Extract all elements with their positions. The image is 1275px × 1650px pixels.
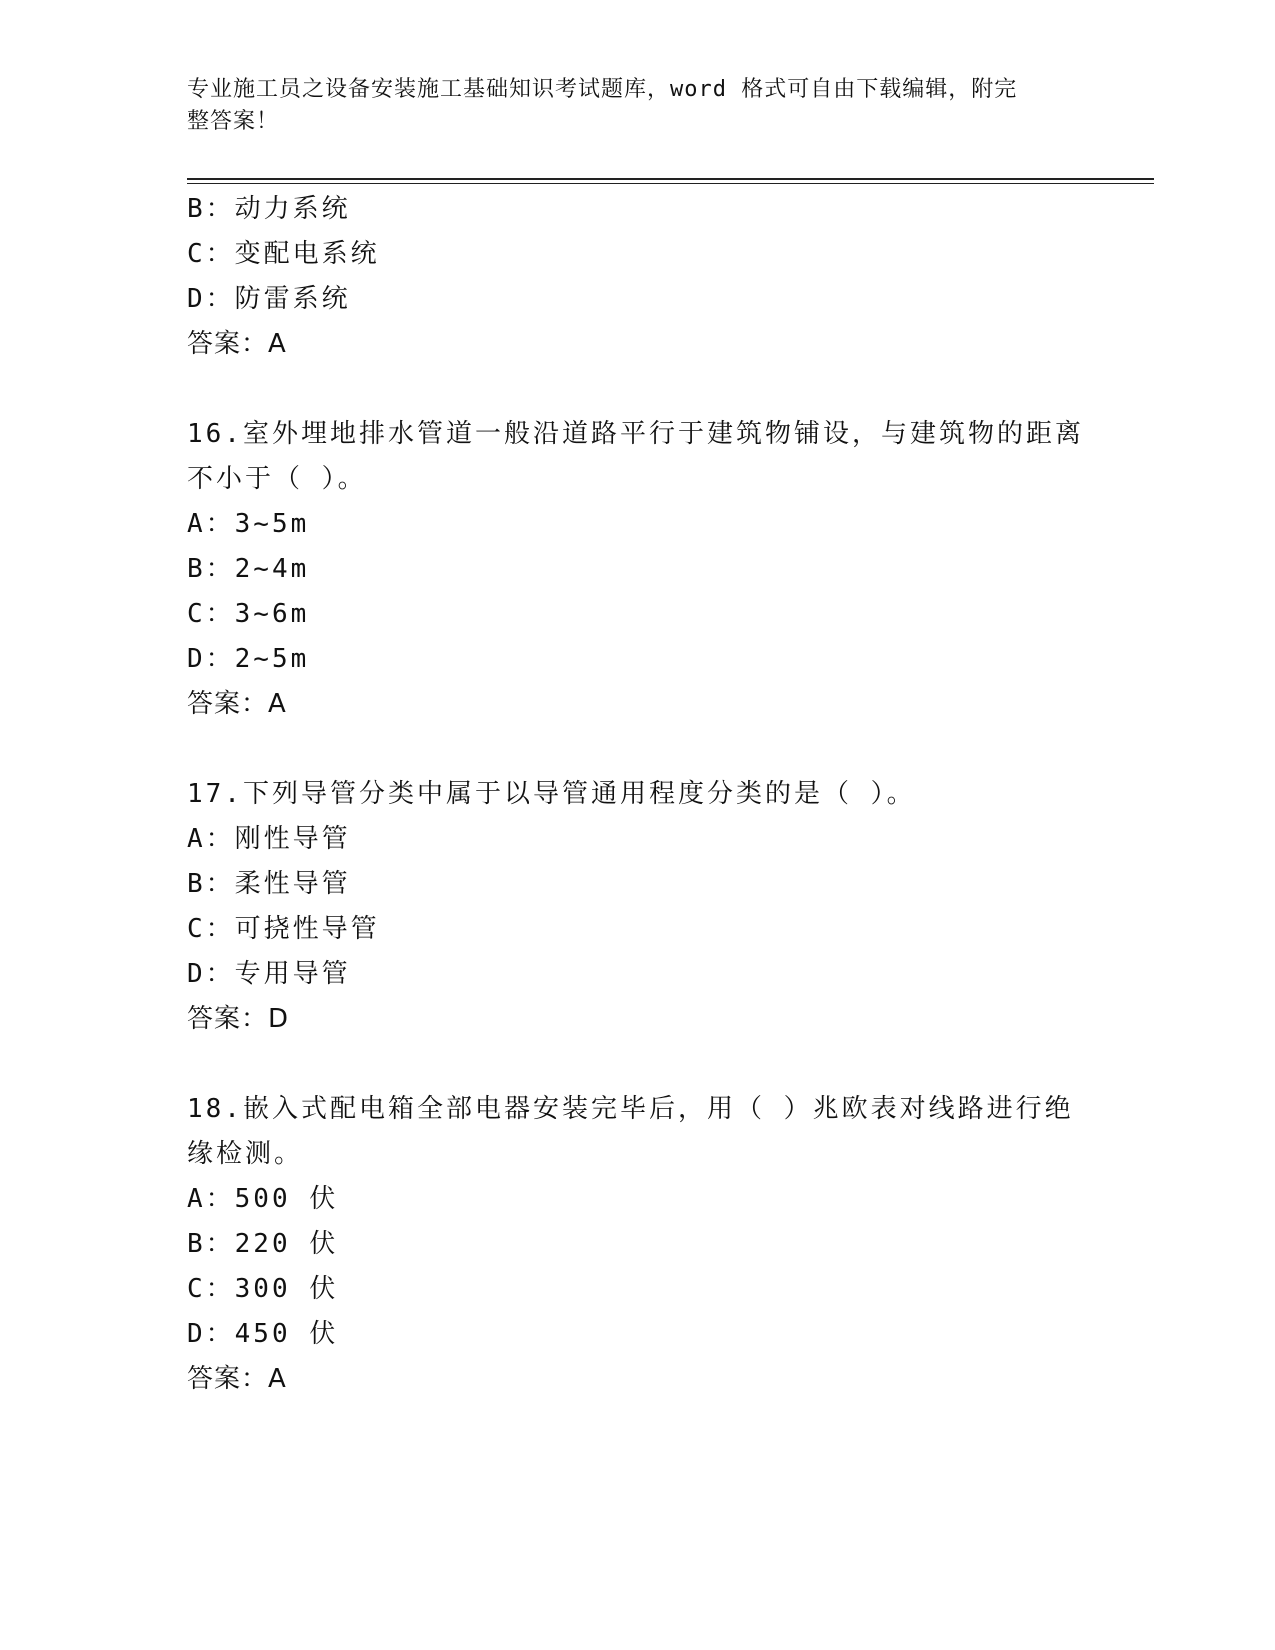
prev-option-d: D：防雷系统 — [187, 284, 351, 314]
q17-option-d: D：专用导管 — [187, 959, 351, 989]
q16-stem-line-1: 16.室外埋地排水管道一般沿道路平行于建筑物铺设，与建筑物的距离 — [187, 419, 1084, 449]
prev-option-c: C：变配电系统 — [187, 239, 380, 269]
q18-option-a: A：500 伏 — [187, 1184, 339, 1214]
q16-option-a: A：3~5m — [187, 509, 310, 539]
q18-answer: 答案：A — [187, 1364, 287, 1394]
q16-stem-line-2: 不小于（ ）。 — [187, 464, 367, 494]
q16-answer: 答案：A — [187, 689, 287, 719]
header-line-1: 专业施工员之设备安装施工基础知识考试题库，word 格式可自由下载编辑，附完 — [187, 77, 1018, 102]
q18-stem-line-2: 缘检测。 — [187, 1139, 304, 1169]
q18-option-d: D：450 伏 — [187, 1319, 339, 1349]
q16-option-b: B：2~4m — [187, 554, 310, 584]
prev-option-b: B：动力系统 — [187, 194, 351, 224]
document-header — [187, 74, 1087, 138]
q17-answer: 答案：D — [187, 1004, 290, 1034]
header-divider-thick — [187, 178, 1154, 180]
q17-option-a: A：刚性导管 — [187, 824, 351, 854]
q18-option-c: C：300 伏 — [187, 1274, 339, 1304]
q16-option-d: D：2~5m — [187, 644, 310, 674]
prev-answer: 答案：A — [187, 329, 287, 359]
q17-option-b: B：柔性导管 — [187, 869, 351, 899]
q17-stem-line-1: 17.下列导管分类中属于以导管通用程度分类的是（ ）。 — [187, 779, 916, 809]
q16-option-c: C：3~6m — [187, 599, 310, 629]
header-divider-thin — [187, 183, 1154, 184]
q18-stem-line-1: 18.嵌入式配电箱全部电器安装完毕后，用（ ）兆欧表对线路进行绝 — [187, 1094, 1074, 1124]
q18-option-b: B：220 伏 — [187, 1229, 339, 1259]
q17-option-c: C：可挠性导管 — [187, 914, 380, 944]
header-line-2: 整答案！ — [187, 109, 280, 134]
